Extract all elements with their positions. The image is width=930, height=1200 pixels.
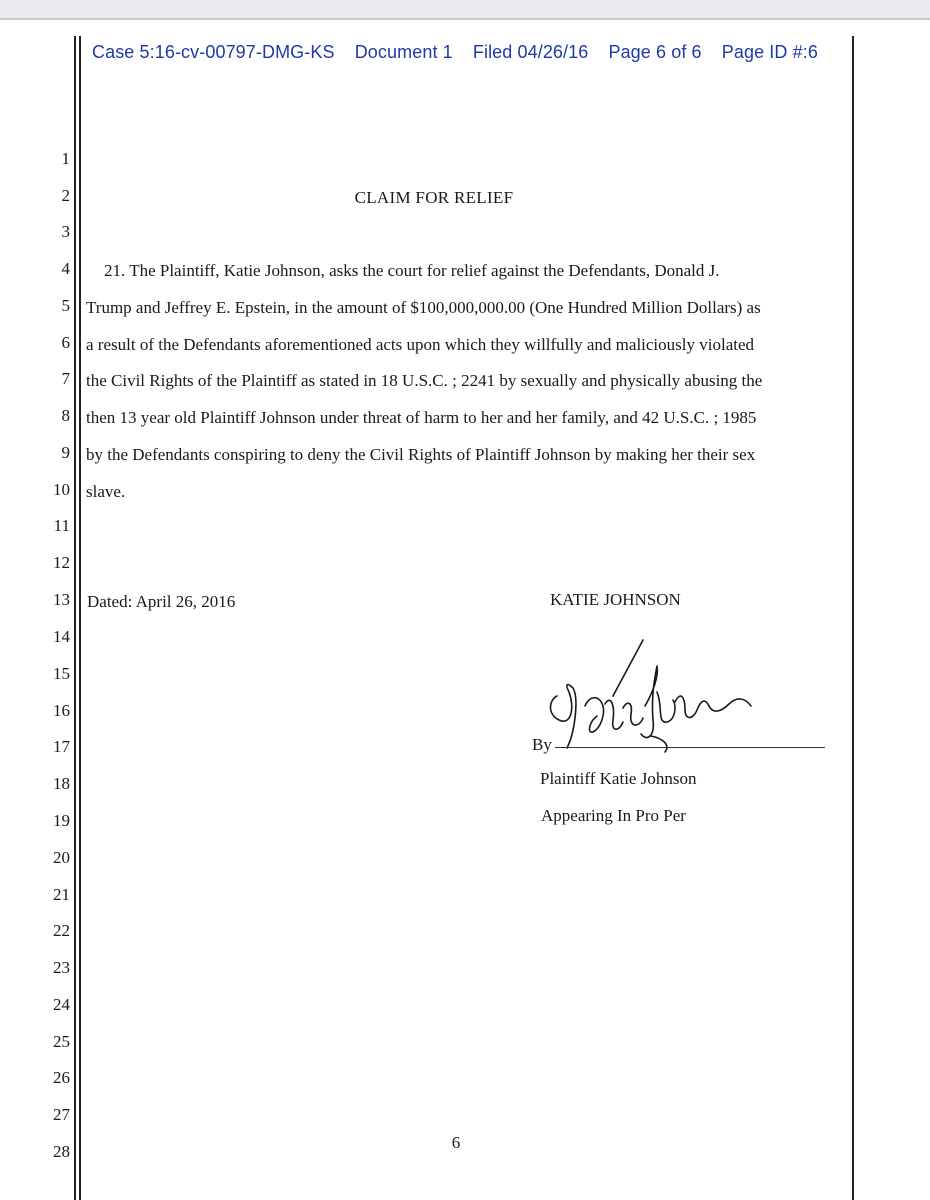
section-title: CLAIM FOR RELIEF — [354, 188, 514, 207]
line-number: 17 — [53, 737, 70, 756]
margin-rule-left-outer — [74, 36, 76, 1200]
case-number: Case 5:16-cv-00797-DMG-KS — [92, 42, 335, 62]
line-number: 16 — [53, 701, 70, 720]
line-number: 12 — [53, 553, 70, 572]
top-bar — [0, 0, 930, 20]
line-number: 8 — [61, 406, 70, 425]
handwritten-signature — [545, 636, 775, 761]
signer-name: KATIE JOHNSON — [550, 590, 681, 609]
line-number: 18 — [53, 774, 70, 793]
signature-caption: Plaintiff Katie Johnson — [540, 769, 697, 788]
filed-date: Filed 04/26/16 — [472, 42, 589, 62]
line-number: 5 — [61, 296, 70, 315]
page-count: Page 6 of 6 — [608, 42, 702, 62]
paragraph-line: a result of the Defendants aforementioned acts upon which they willfully and maliciously violated — [86, 335, 755, 354]
line-number: 11 — [53, 516, 70, 535]
page-number: 6 — [451, 1133, 461, 1152]
line-number: 1 — [61, 149, 70, 168]
line-number: 14 — [53, 627, 70, 646]
line-number: 4 — [61, 259, 70, 278]
paragraph-line: then 13 year old Plaintiff Johnson under threat of harm to her and her family, and 42 U.S.C. ; 1985 — [86, 408, 757, 427]
by-label: By — [532, 735, 552, 754]
line-number: 24 — [53, 995, 70, 1014]
paragraph-line: 21. The Plaintiff, Katie Johnson, asks the court for relief against the Defendants, Donald J. — [104, 261, 720, 280]
margin-rule-left-inner — [79, 36, 81, 1200]
filing-header — [92, 42, 818, 63]
line-number: 13 — [53, 590, 70, 609]
line-number: 3 — [61, 222, 70, 241]
line-number: 23 — [53, 958, 70, 977]
line-number: 25 — [53, 1032, 70, 1051]
line-number: 9 — [61, 443, 70, 462]
signature-line — [555, 747, 825, 748]
line-number: 15 — [53, 664, 70, 683]
paragraph-line: the Civil Rights of the Plaintiff as stated in 18 U.S.C. ; 2241 by sexually and physically abusing the — [86, 371, 763, 390]
line-number: 10 — [53, 480, 70, 499]
margin-rule-right — [852, 36, 854, 1200]
document-number: Document 1 — [354, 42, 453, 62]
line-number: 7 — [61, 369, 70, 388]
line-number: 19 — [53, 811, 70, 830]
line-number: 2 — [61, 186, 70, 205]
line-number: 27 — [53, 1105, 70, 1124]
appearing-pro-per: Appearing In Pro Per — [541, 806, 686, 825]
line-number: 26 — [53, 1068, 70, 1087]
paragraph-line: Trump and Jeffrey E. Epstein, in the amount of $100,000,000.00 (One Hundred Million Dollars) as — [86, 298, 761, 317]
line-number: 6 — [61, 333, 70, 352]
paragraph-line: slave. — [86, 482, 126, 501]
dated-line: Dated: April 26, 2016 — [87, 592, 236, 611]
paragraph-line: by the Defendants conspiring to deny the Civil Rights of Plaintiff Johnson by making her their sex — [86, 445, 756, 464]
line-number: 21 — [53, 885, 70, 904]
line-number: 22 — [53, 921, 70, 940]
line-number: 20 — [53, 848, 70, 867]
line-number: 28 — [53, 1142, 70, 1161]
page-id: Page ID #:6 — [721, 42, 818, 62]
